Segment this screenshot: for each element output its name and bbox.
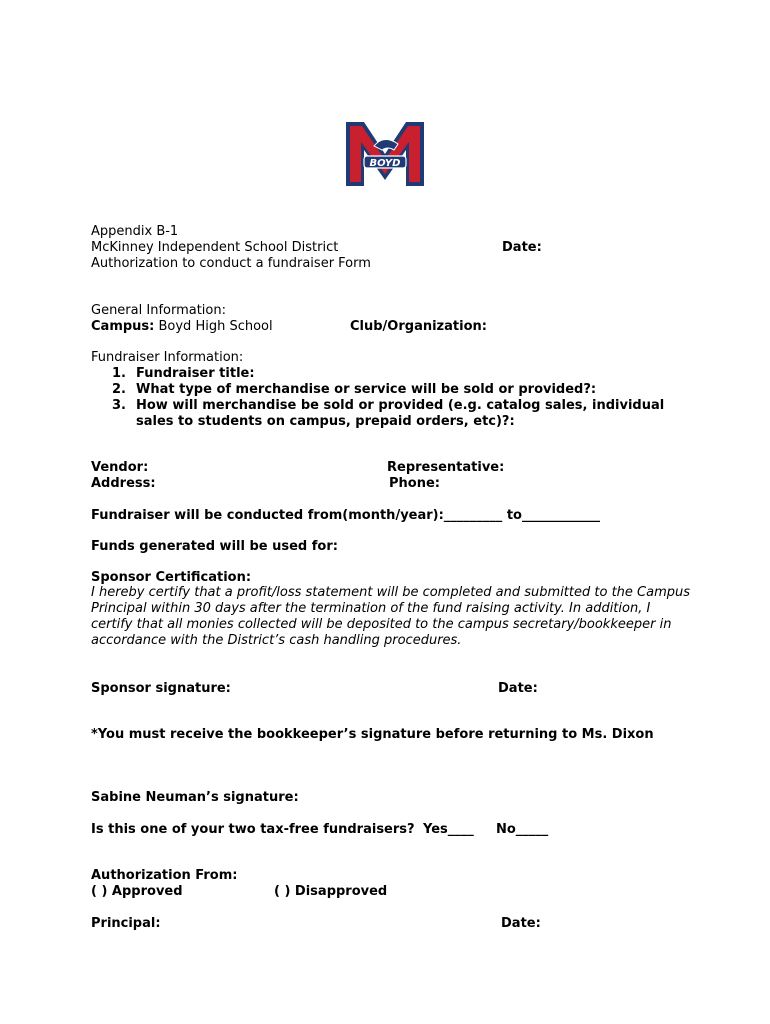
list-item: 2. What type of merchandise or service will be sold or provided?:: [112, 382, 597, 397]
campus-line: [91, 319, 273, 335]
sponsor-certification-text: I hereby certify that a profit/loss statement will be completed and submitted to the Campus Principal within 30 days after the termination of the fund raising activity. In addition, I certify that all monies collected will be deposited to the campus secretary/bookkeeper in accordance with the District’s cash handling procedures.: [91, 585, 691, 648]
vendor-label: Vendor:: [91, 460, 149, 475]
boyd-logo: [344, 120, 426, 188]
representative-label: Representative:: [387, 460, 505, 475]
logo-banner-text: BOYD: [369, 158, 401, 169]
sponsor-date-label: Date:: [498, 681, 538, 696]
club-label: Club/Organization:: [350, 319, 487, 334]
form-title: Authorization to conduct a fundraiser Form: [91, 256, 371, 271]
tax-free-yes: Yes____: [423, 822, 474, 837]
disapproved-option: ( ) Disapproved: [274, 884, 388, 899]
district-name: McKinney Independent School District: [91, 240, 339, 255]
bookkeeper-signature-label: Sabine Neuman’s signature:: [91, 790, 299, 805]
campus-label: Campus:: [91, 319, 155, 334]
tax-free-question: Is this one of your two tax-free fundraisers?: [91, 822, 415, 837]
sponsor-signature-label: Sponsor signature:: [91, 681, 231, 696]
sponsor-certification-heading: Sponsor Certification:: [91, 570, 252, 585]
address-label: Address:: [91, 476, 156, 491]
authorization-heading: Authorization From:: [91, 868, 238, 883]
list-item: 3. How will merchandise be sold or provided (e.g. catalog sales, individual sales to students on campus, prepaid orders, etc)?:: [112, 398, 665, 429]
campus-value: Boyd High School: [154, 319, 273, 334]
principal-label: Principal:: [91, 916, 161, 931]
list-item: 1. Fundraiser title:: [112, 366, 255, 381]
fundraiser-info-heading: Fundraiser Information:: [91, 350, 244, 365]
bookkeeper-notice: *You must receive the bookkeeper’s signature before returning to Ms. Dixon: [91, 727, 654, 742]
tax-free-no: No_____: [496, 822, 549, 837]
funds-use-label: Funds generated will be used for:: [91, 539, 338, 554]
conducted-dates-line: Fundraiser will be conducted from(month/year):_________ to____________: [91, 508, 600, 523]
general-info-heading: General Information:: [91, 303, 226, 318]
header-date-label: Date:: [502, 240, 542, 255]
principal-date-label: Date:: [501, 916, 541, 931]
approved-option: ( ) Approved: [91, 884, 183, 899]
fundraiser-questions: [112, 366, 672, 430]
phone-label: Phone:: [389, 476, 440, 491]
appendix-label: Appendix B-1: [91, 224, 179, 239]
